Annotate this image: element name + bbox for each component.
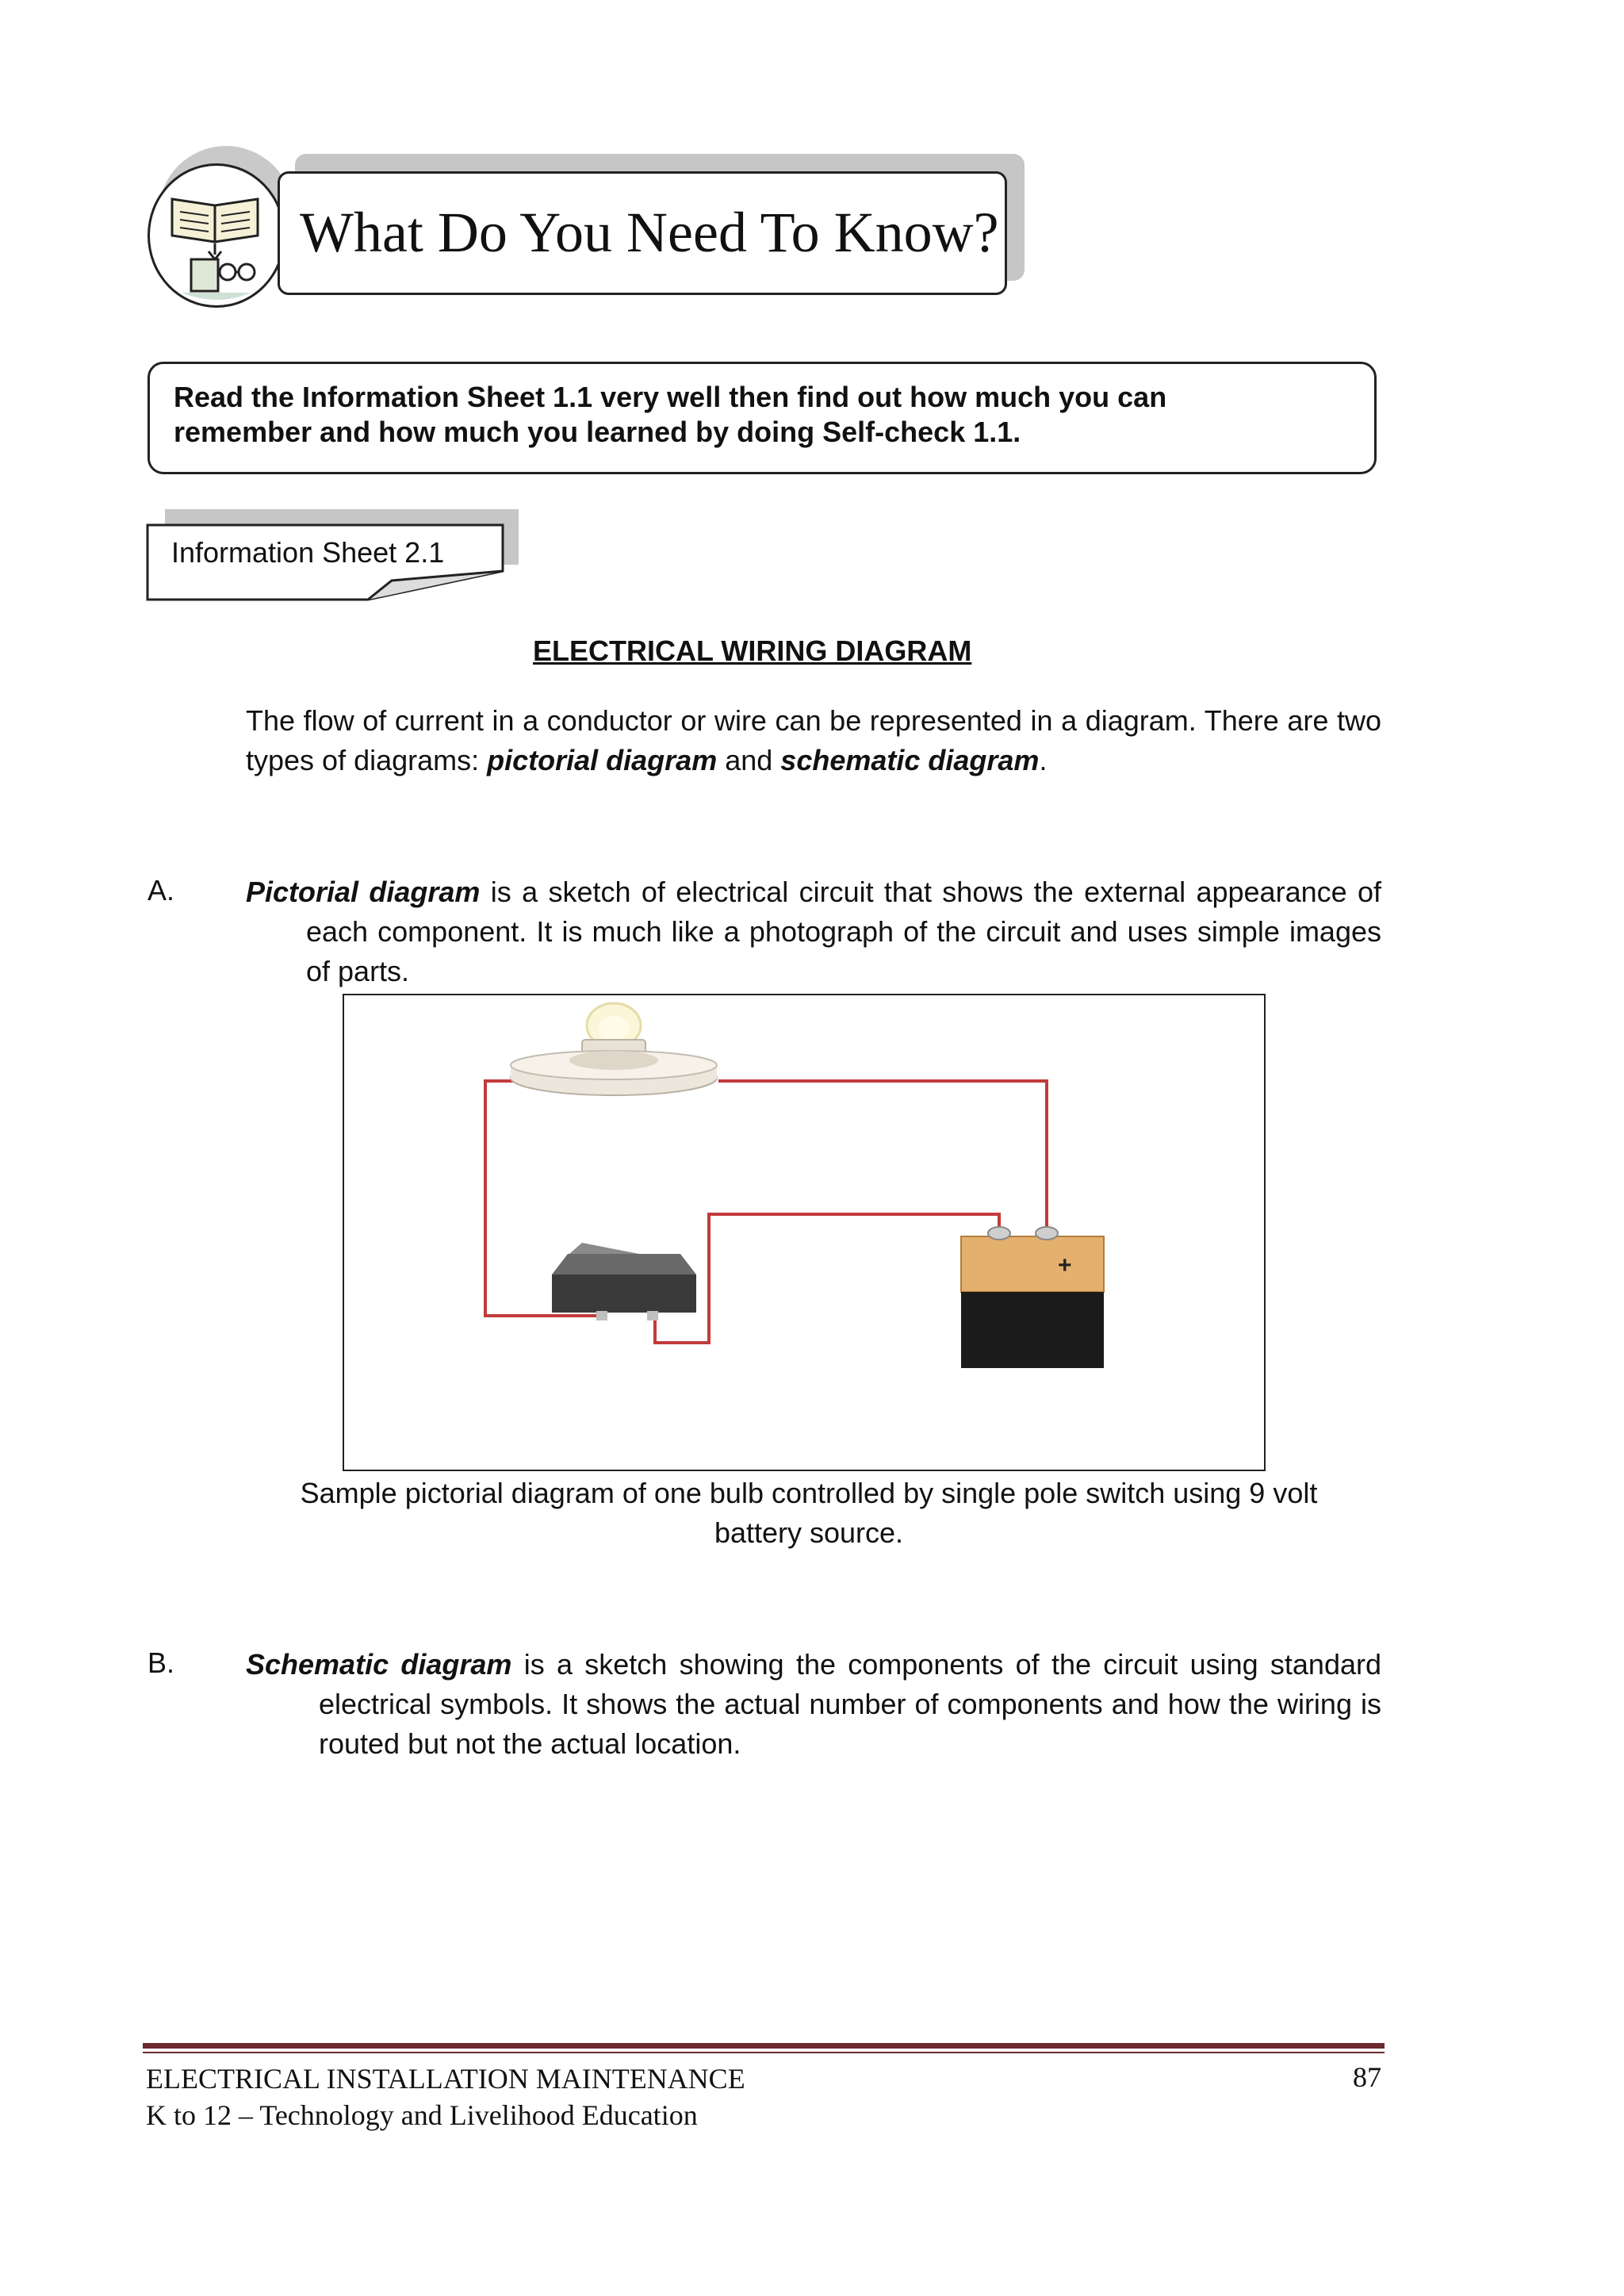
footer-rule-thin bbox=[143, 2052, 1385, 2053]
item-a-text: is a sketch of electrical circuit that shows the external appearance of each component. It is much like a photograph of the circuit and uses simple images of parts. bbox=[306, 876, 1381, 987]
footer-text bbox=[146, 2060, 745, 2133]
footer-line-2: K to 12 – Technology and Livelihood Education bbox=[146, 2099, 698, 2131]
pictorial-diagram-figure bbox=[343, 994, 1266, 1471]
intro-paragraph bbox=[246, 701, 1381, 780]
wire-bulb-to-battery bbox=[718, 1081, 1047, 1227]
footer-rule bbox=[143, 2043, 1385, 2049]
item-a-marker: A. bbox=[147, 874, 175, 907]
intro-text-2: and bbox=[717, 744, 781, 776]
intro-term-1: pictorial diagram bbox=[487, 744, 718, 776]
nine-volt-battery bbox=[961, 1227, 1104, 1368]
instruction-box bbox=[147, 362, 1377, 474]
info-tab-label: Information Sheet 2.1 bbox=[171, 536, 445, 569]
page-title: What Do You Need To Know? bbox=[300, 201, 999, 264]
page-number: 87 bbox=[1353, 2061, 1381, 2093]
section-title: ELECTRICAL WIRING DIAGRAM bbox=[533, 634, 972, 667]
instruction-line-1: Read the Information Sheet 1.1 very well then find out how much you can bbox=[174, 381, 1167, 413]
intro-term-2: schematic diagram bbox=[780, 744, 1040, 776]
bulb-holder bbox=[511, 1003, 717, 1095]
circuit-illustration bbox=[344, 995, 1264, 1470]
item-b-term: Schematic diagram bbox=[246, 1648, 512, 1681]
book-and-magnifier-icon bbox=[150, 166, 283, 305]
single-pole-switch bbox=[552, 1243, 696, 1320]
footer-line-1: ELECTRICAL INSTALLATION MAINTENANCE bbox=[146, 2063, 745, 2095]
wire-switch-to-battery bbox=[655, 1214, 999, 1343]
item-a-term: Pictorial diagram bbox=[246, 876, 481, 908]
header-icon-circle bbox=[147, 163, 285, 308]
intro-text-1: The flow of current in a conductor or wire can be represented in a diagram. There are two types of diagrams: bbox=[246, 704, 1381, 776]
item-b-text: is a sketch showing the components of the circuit using standard electrical symbols. It shows the actual number of components and how the wiring is routed but not the actual location. bbox=[319, 1648, 1381, 1760]
battery-plus-sign: + bbox=[1058, 1252, 1072, 1278]
figure-caption: Sample pictorial diagram of one bulb controlled by single pole switch using 9 volt battery source. bbox=[300, 1477, 1318, 1549]
item-b-marker: B. bbox=[147, 1646, 175, 1679]
intro-text-3: . bbox=[1039, 744, 1048, 776]
instruction-line-2: remember and how much you learned by doing Self-check 1.1. bbox=[174, 416, 1021, 448]
item-a-paragraph bbox=[246, 872, 1381, 991]
item-b-paragraph bbox=[246, 1645, 1381, 1764]
